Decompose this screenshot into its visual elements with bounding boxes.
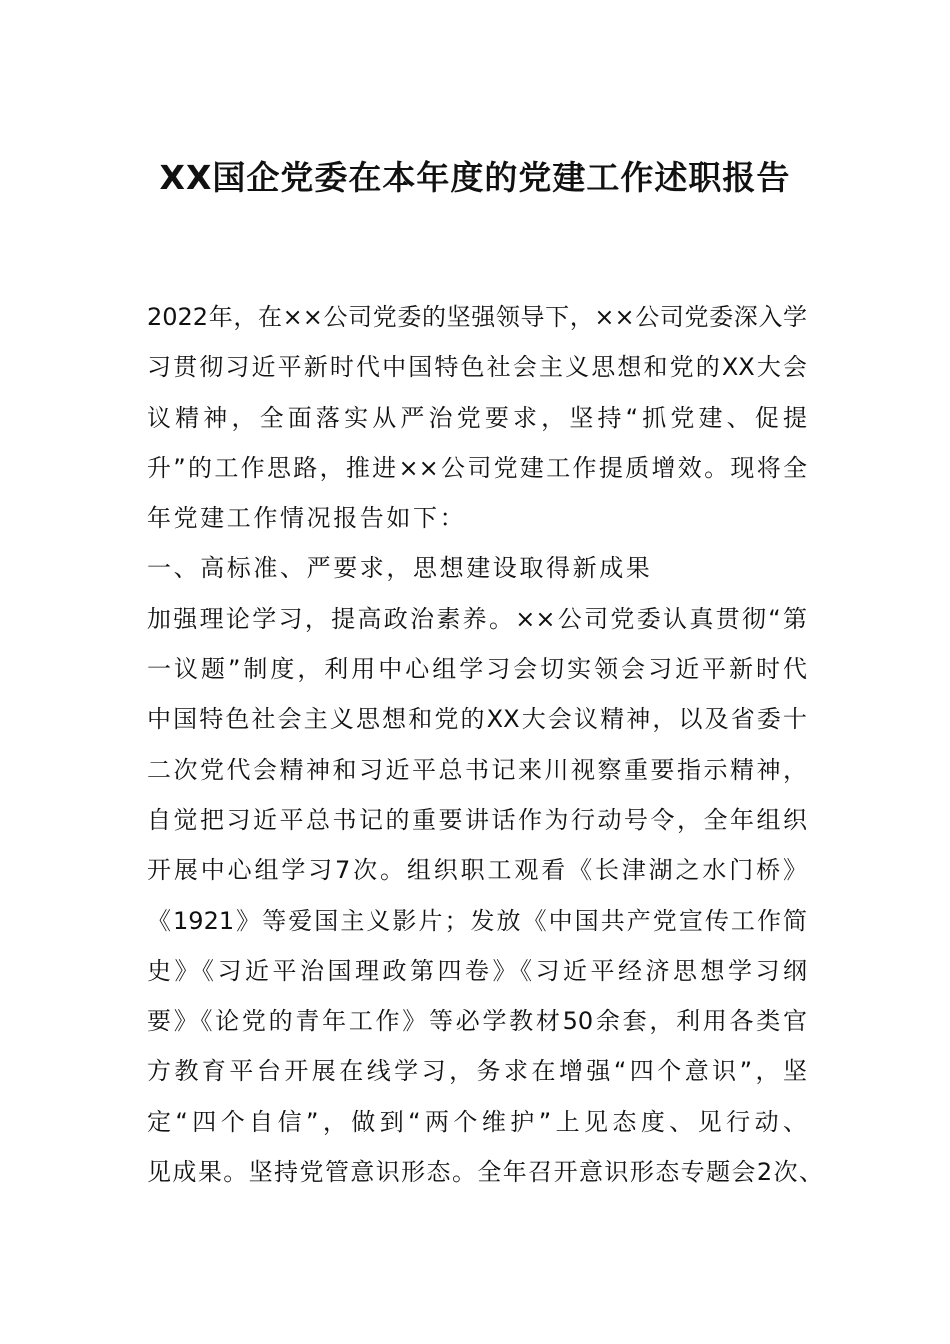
body-line: 议精神，全面落实从严治党要求，坚持“抓党建、促提 [147,403,807,432]
document-title: XX国企党委在本年度的党建工作述职报告 [159,158,791,197]
body-line: 见成果。坚持党管意识形态。全年召开意识形态专题会2次、 [147,1158,823,1187]
document-body [147,292,827,1197]
body-line: 2022年，在××公司党委的坚强领导下，××公司党委深入学 [147,303,807,331]
body-line: 一议题”制度，利用中心组学习会切实领会习近平新时代 [147,655,807,684]
body-line: 升”的工作思路，推进××公司党建工作提质增效。现将全 [147,453,807,482]
body-line: 要》《论党的青年工作》等必学教材50余套，利用各类官 [147,1007,807,1036]
body-line: 中国特色社会主义思想和党的XX大会议精神，以及省委十 [147,705,807,734]
body-line: 开展中心组学习7次。组织职工观看《长津湖之水门桥》 [147,856,807,885]
body-line: 习贯彻习近平新时代中国特色社会主义思想和党的XX大会 [147,353,807,382]
section-heading: 一、高标准、严要求，思想建设取得新成果 [147,554,653,583]
body-line: 定“四个自信”，做到“两个维护”上见态度、见行动、 [147,1107,807,1136]
body-line: 方教育平台开展在线学习，务求在增强“四个意识”，坚 [147,1057,807,1086]
body-line: 加强理论学习，提高政治素养。××公司党委认真贯彻“第 [147,604,807,633]
body-line: 史》《习近平治国理政第四卷》《习近平经济思想学习纲 [147,956,807,985]
body-line: 自觉把习近平总书记的重要讲话作为行动号令，全年组织 [147,805,807,834]
body-line: 二次党代会精神和习近平总书记来川视察重要指示精神， [147,755,807,784]
body-line: 年党建工作情况报告如下： [147,504,467,533]
body-line: 《1921》等爱国主义影片；发放《中国共产党宣传工作简 [147,906,807,935]
